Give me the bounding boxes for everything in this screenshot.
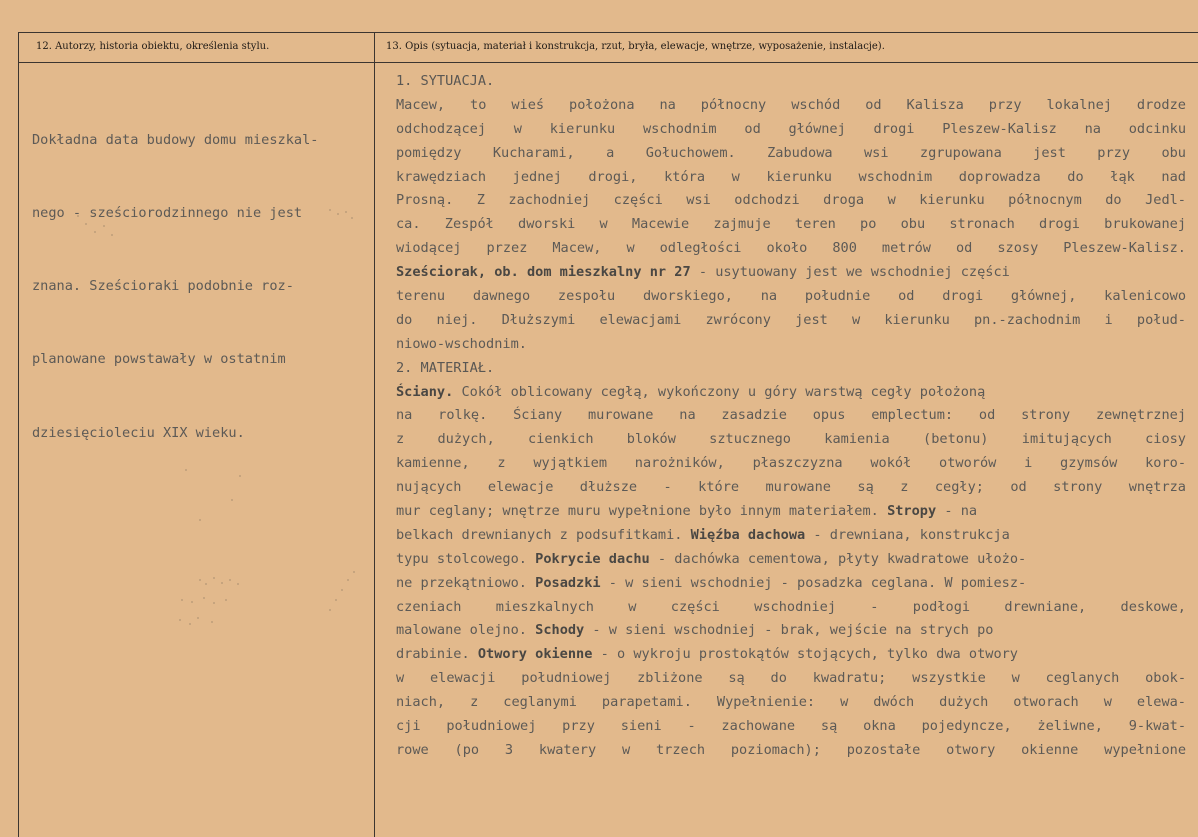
left-line: planowane powstawały w ostatnim [32,351,286,368]
floors-label: Posadzki [535,574,601,591]
text-line [396,524,1186,548]
section-heading-situation: 1. SYTUACJA. [396,73,495,89]
text-line [396,500,1186,524]
text-line: cji południowej przy sieni - zachowane są okna pojedyncze, żeliwne, 9-kwat- [396,718,1186,735]
left-line: dziesięcioleciu XIX wieku. [32,424,245,441]
text-line [396,381,1186,405]
roof-label: Pokrycie dachu [535,550,650,567]
text-line: czeniach mieszkalnych w części wschodniej - podłogi drewniane, deskowe, [396,598,1186,615]
building-name: Sześciorak, ob. dom mieszkalny nr 27 [396,264,691,281]
text-line: wiodącej przez Macew, w odległości około 800 metrów od szosy Pleszew-Kalisz. [396,240,1186,257]
ceilings-label: Stropy [887,503,937,520]
text-segment: - usytuowany jest we wschodniej części [690,264,1010,281]
text-line: do niej. Dłuższymi elewacjami zwrócony jest w kierunku pn.-zachodnim i połud- [396,311,1186,328]
right-column-header: 13. Opis (sytuacja, materiał i konstrukcja, rzut, bryła, elewacje, wnętrze, wyposażenie, instalacje). [386,41,885,52]
text-line: pomiędzy Kucharami, a Gołuchowem. Zabudowa wsi zgrupowana jest przy obu [396,144,1186,161]
left-line: znana. Sześcioraki podobnie roz- [32,278,294,295]
text-segment: - drewniana, konstrukcja [805,526,1010,543]
windows-label: Otwory okienne [477,646,593,663]
right-column-text [396,70,1186,763]
text-line: niowo-wschodnim. [396,335,527,352]
stairs-label: Schody [535,622,585,639]
text-segment: - dachówka cementowa, płyty kwadratowe ułożo- [649,550,1027,567]
text-segment: malowane olejno. [396,622,536,639]
text-line [396,619,1186,643]
text-segment: belkach drewnianych z podsufitkami. [396,526,691,543]
text-line: kamienne, z wyjątkiem narożników, płaszczyzna wokół otworów i gzymsów koro- [396,455,1186,472]
text-line [396,261,1186,285]
left-column-text [32,79,372,494]
text-segment: mur ceglany; wnętrze muru wypełnione było innym materiałem. [396,503,888,520]
text-line: niach, z ceglanymi parapetami. Wypełnienie: w dwóch dużych otworach w elewa- [396,694,1186,711]
text-line [396,572,1186,596]
section-heading-material: 2. MATERIAŁ. [396,359,495,376]
walls-label: Ściany. [396,383,454,400]
text-line: odchodzącej w kierunku wschodnim od głównej drogi Pleszew-Kalisz na odcinku [396,120,1186,137]
left-line: Dokładna data budowy domu mieszkal- [32,131,319,148]
text-segment: drabinie. [396,646,478,663]
text-segment: - o wykroju prostokątów stojących, tylko dwa otwory [592,646,1018,663]
text-line: Prosną. Z zachodniej części wsi odchodzi droga w kierunku północnym do Jedl- [396,192,1186,209]
text-line [396,548,1186,572]
text-segment: ne przekątniowo. [396,574,536,591]
text-line: ca. Zespół dworski w Macewie zajmuje teren po obu stronach drogi brukowanej [396,216,1186,233]
text-line: terenu dawnego zespołu dworskiego, na południe od drogi głównej, kalenicowo [396,288,1186,305]
text-segment: - w sieni wschodniej - brak, wejście na strych po [584,622,994,639]
text-segment: typu stolcowego. [396,550,536,567]
text-line [396,643,1186,667]
text-line: Macew, to wieś położona na północny wschód od Kalisza przy lokalnej drodze [396,96,1186,113]
left-line: nego - sześciorodzinnego nie jest [32,205,303,222]
text-line: w elewacji południowej zbliżone są do kwadratu; wszystkie w ceglanych obok- [396,670,1186,687]
left-column-header: 12. Autorzy, historia obiektu, określenia stylu. [36,41,270,52]
top-rule [18,32,1198,33]
left-rule [18,32,19,837]
text-segment: - w sieni wschodniej - posadzka ceglana. W pomiesz- [600,574,1027,591]
column-divider [374,32,375,837]
header-rule [18,62,1198,63]
text-line: nujących elewacje dłuższe - które murowane są z cegły; od strony wnętrza [396,479,1186,496]
truss-label: Więźba dachowa [690,526,806,543]
text-line: rowe (po 3 kwatery w trzech poziomach); pozostałe otwory okienne wypełnione [396,741,1186,758]
text-line: z dużych, cienkich bloków sztucznego kamienia (betonu) imitujących ciosy [396,431,1186,448]
text-segment: - na [936,503,978,520]
text-line: krawędziach jednej drogi, która w kierunku wschodnim doprowadza do łąk nad [396,168,1186,185]
text-line: na rolkę. Ściany murowane na zasadzie opus emplectum: od strony zewnętrznej [396,407,1186,424]
text-segment: Cokół oblicowany cegłą, wykończony u góry warstwą cegły położoną [453,383,986,400]
